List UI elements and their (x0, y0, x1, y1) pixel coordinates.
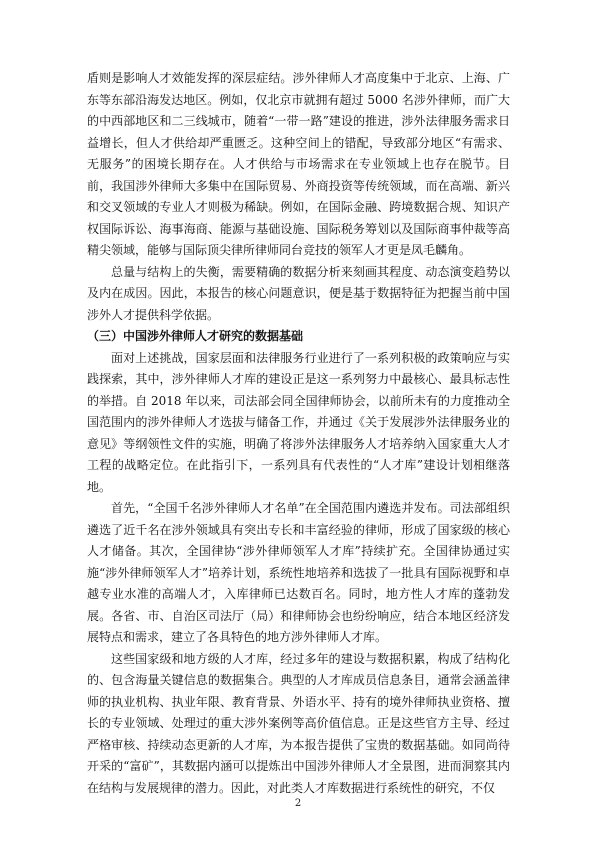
paragraph-talent-pools: 首先，“全国千名涉外律师人才名单”在全国范围内遴选并发布。司法部组织遴选了近千名在涉外领域具有突出专长和丰富经验的律师，形成了国家级的核心人才储备。其次，全国律协“涉外律师领军人才库”持续扩充。全国律协通过实施“涉外律师领军人才”培养计划，系统性地培养和选拔了一批具有国际视野和卓越专业水准的高端人才，入库律师已达数百名。同时，地方性人才库的蓬勃发展。各省、市、自治区司法厅（局）和律师协会也纷纷响应，结合本地区经济发展特点和需求，建立了各具特色的地方涉外律师人才库。 (87, 501, 510, 644)
paragraph-policy-response: 面对上述挑战，国家层面和法律服务行业进行了一系列积极的政策响应与实践探索，其中，涉外律师人才库的建设正是这一系列努力中最核心、最具标志性的举措。自 2018 年以来，司法部会同全国律师协会，以前所未有的力度推动全国范围内的涉外律师人才选拔与储备工作，并通过《关于发展涉外法律服务业的意见》等纲领性文件的实施，明确了将涉外法律服务人才培养纳入国家重大人才工程的战略定位。在此指引下，一系列具有代表性的“人才库”建设计划相继落地。 (87, 350, 510, 494)
page-body (87, 68, 510, 799)
paragraph-imbalance-summary: 总量与结构上的失衡，需要精确的数据分析来刻画其程度、动态演变趋势以及内在成因。因此，本报告的核心问题意识，便是基于数据特征为把握当前中国涉外人才提供科学依据。 (87, 264, 510, 322)
paragraph-continued: 盾则是影响人才效能发挥的深层症结。涉外律师人才高度集中于北京、上海、广东等东部沿海发达地区。例如，仅北京市就拥有超过 5000 名涉外律师，而广大的中西部地区和二三线城市，随着“一带一路”建设的推进，涉外法律服务需求日益增长，但人才供给却严重匮乏。这种空间上的错配，导致部分地区“有需求、无服务”的困境长期存在。人才供给与市场需求在专业领域上也存在脱节。目前，我国涉外律师大多集中在国际贸易、外商投资等传统领域，而在高端、新兴和交叉领域的专业人才则极为稀缺。例如，在国际金融、跨境数据合规、知识产权国际诉讼、海事海商、能源与基础设施、国际税务筹划以及国际商事仲裁等高精尖领域，能够与国际顶尖律所律师同台竞技的领军人才更是凤毛麟角。 (87, 71, 510, 257)
paragraph-data-foundation: 这些国家级和地方级的人才库，经过多年的建设与数据积累，构成了结构化的、包含海量关键信息的数据集合。典型的人才库成员信息条目，通常会涵盖律师的执业机构、执业年限、教育背景、外语水平、持有的境外律师执业资格、擅长的专业领域、处理过的重大涉外案例等高价值信息。正是这些官方主导、经过严格审核、持续动态更新的人才库，为本报告提供了宝贵的数据基础。如同尚待开采的“富矿”，其数据内涵可以提炼出中国涉外律师人才全景图，进而洞察其内在结构与发展规律的潜力。因此，对此类人才库数据进行系统性的研究，不仅 (87, 651, 510, 795)
section-heading: （三）中国涉外律师人才研究的数据基础 (87, 329, 304, 343)
page-number: 2 (294, 798, 302, 809)
